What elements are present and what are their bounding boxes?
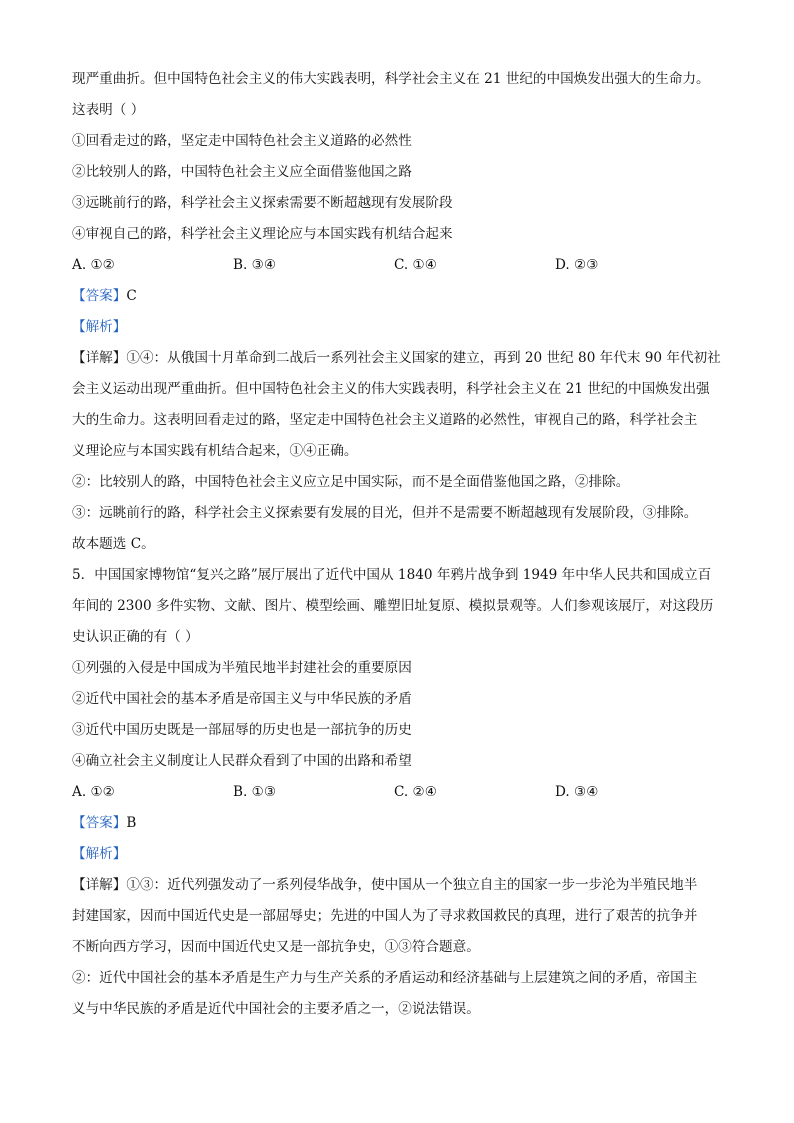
q5-stem-line: 5．中国国家博物馆“复兴之路”展厅展出了近代中国从 1840 年鸦片战争到 1949 年中华人民共和国成立百 <box>72 567 712 583</box>
q4-detail-line: ③：远眺前行的路，科学社会主义探索要有发展的目光，但并不是需要不断超越现有发展阶段，③排除。 <box>72 505 698 521</box>
q5-detail-line: 义与中华民族的矛盾是近代中国社会的主要矛盾之一，②说法错误。 <box>72 1001 480 1017</box>
q4-option-b: B. ③④ <box>233 257 277 273</box>
q5-item: ④确立社会主义制度让人民群众看到了中国的出路和希望 <box>72 753 412 769</box>
q4-answer-label: 【答案】 <box>72 288 127 304</box>
q4-detail-line: 大的生命力。这表明回看走过的路，坚定走中国特色社会主义道路的必然性，审视自己的路，科学社会主 <box>72 412 698 428</box>
q5-detail-line: 封建国家，因而中国近代史是一部屈辱史；先进的中国人为了寻求救国救民的真理，进行了艰苦的抗争并 <box>72 908 698 924</box>
q4-stem-line: 这表明（ ） <box>72 102 145 118</box>
q4-item: ②比较别人的路，中国特色社会主义应全面借鉴他国之路 <box>72 164 412 180</box>
q4-options <box>72 250 722 281</box>
q5-option-c: C. ②④ <box>394 784 437 800</box>
q5-item: ②近代中国社会的基本矛盾是帝国主义与中华民族的矛盾 <box>72 691 412 707</box>
q4-answer-value: C <box>126 288 137 304</box>
q4-detail-line: 义理论应与本国实践有机结合起来，①④正确。 <box>72 443 358 459</box>
q5-detail-line: 不断向西方学习，因而中国近代史又是一部抗争史，①③符合题意。 <box>72 939 480 955</box>
q4-option-d: D. ②③ <box>555 257 599 273</box>
document-page <box>72 64 722 1025</box>
q4-detail-line: 会主义运动出现严重曲折。但中国特色社会主义的伟大实践表明，科学社会主义在 21 世纪的中国焕发出强 <box>72 381 710 397</box>
q5-analysis-label: 【解析】 <box>72 846 127 862</box>
q5-option-a: A. ①② <box>72 784 115 800</box>
q4-option-c: C. ①④ <box>394 257 437 273</box>
q5-detail-line: ②：近代中国社会的基本矛盾是生产力与生产关系的矛盾运动和经济基础与上层建筑之间的矛盾，帝国主 <box>72 970 698 986</box>
q5-answer <box>72 808 722 839</box>
q4-item: ①回看走过的路，坚定走中国特色社会主义道路的必然性 <box>72 133 412 149</box>
q4-item: ④审视自己的路，科学社会主义理论应与本国实践有机结合起来 <box>72 226 453 242</box>
q5-stem-line: 史认识正确的有（ ） <box>72 629 199 645</box>
q4-detail-line: ②：比较别人的路，中国特色社会主义应立足中国实际，而不是全面借鉴他国之路，②排除。 <box>72 474 630 490</box>
q4-answer <box>72 281 722 312</box>
q4-stem-line: 现严重曲折。但中国特色社会主义的伟大实践表明，科学社会主义在 21 世纪的中国焕发出强大的生命力。 <box>72 71 710 87</box>
q5-stem-line: 年间的 2300 多件实物、文献、图片、模型绘画、雕塑旧址复原、模拟景观等。人们参观该展厅，对这段历 <box>72 598 714 614</box>
q4-item: ③远眺前行的路，科学社会主义探索需要不断超越现有发展阶段 <box>72 195 453 211</box>
q5-answer-value: B <box>126 815 137 831</box>
q5-options <box>72 777 722 808</box>
q5-item: ③近代中国历史既是一部屈辱的历史也是一部抗争的历史 <box>72 722 412 738</box>
q5-answer-label: 【答案】 <box>72 815 127 831</box>
q4-option-a: A. ①② <box>72 257 115 273</box>
q5-option-d: D. ③④ <box>555 784 599 800</box>
q4-detail-line: 故本题选 C。 <box>72 536 155 552</box>
q5-option-b: B. ①③ <box>233 784 277 800</box>
q5-item: ①列强的入侵是中国成为半殖民地半封建社会的重要原因 <box>72 660 412 676</box>
q4-analysis-label: 【解析】 <box>72 319 127 335</box>
q5-detail-line: 【详解】①③：近代列强发动了一系列侵华战争，使中国从一个独立自主的国家一步一步沦为半殖民地半 <box>72 877 698 893</box>
q4-detail-line: 【详解】①④：从俄国十月革命到二战后一系列社会主义国家的建立，再到 20 世纪 80 年代末 90 年代初社 <box>72 350 721 366</box>
